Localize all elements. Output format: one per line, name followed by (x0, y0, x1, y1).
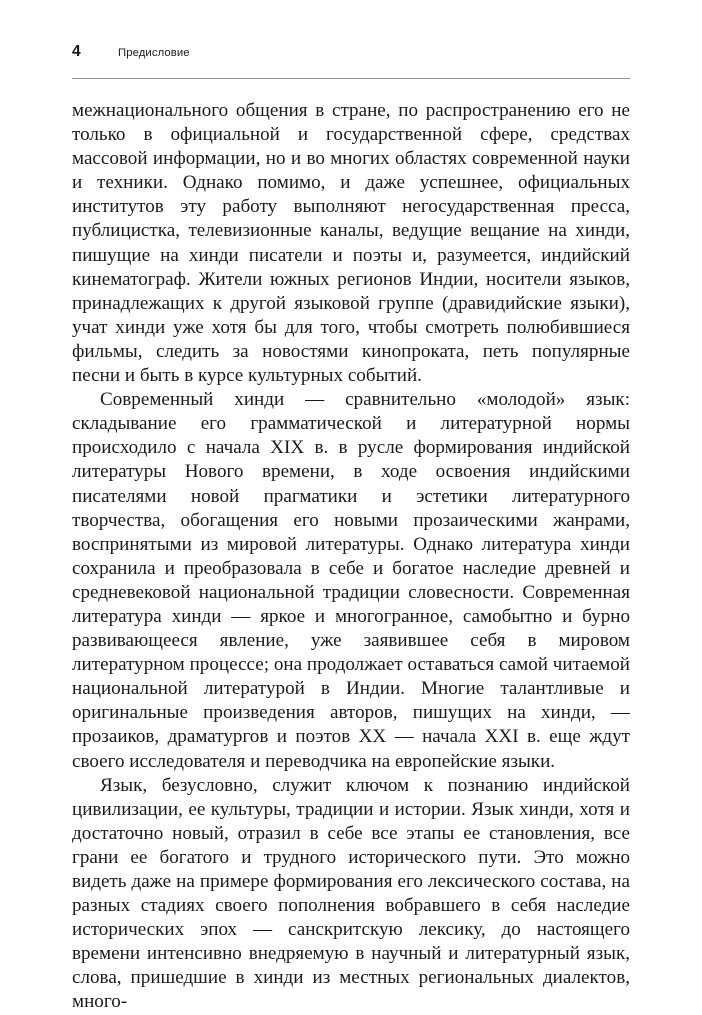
paragraph: Язык, безусловно, служит ключом к познанию индийской цивилизации, ее культуры, традиции и истории. Язык хинди, хотя и достаточно новый, отразил в себе все этапы ее становления, все грани ее богатого и трудного исторического пути. Это можно видеть даже на примере формирования его лексического состава, на разных стадиях своего пополнения вобравшего в себя наследие исторических эпох — санскритскую лексику, до настоящего времени интенсивно внедряемую в научный и литературный язык, слова, пришедшие в хинди из местных региональных диалектов, много- (72, 774, 630, 1013)
paragraph: межнационального общения в стране, по распространению его не только в официальной и государственной сфере, средствах массовой информации, но и во многих областях современной науки и техники. Однако помимо, и даже успешнее, официальных институтов эту работу выполняют негосударственная пресса, публицистка, телевизионные каналы, ведущие вещание на хинди, пишущие на хинди писатели и поэты и, разумеется, индийский кинематограф. Жители южных регионов Индии, носители языков, принадлежащих к другой языковой группе (дравидийские языки), учат хинди уже хотя бы для того, чтобы смотреть полюбившиеся фильмы, следить за новостями кинопроката, петь популярные песни и быть в курсе культурных событий. (72, 100, 630, 387)
running-head-title: Предисловие (118, 47, 190, 59)
paragraph: Современный хинди — сравнительно «молодой» язык: складывание его грамматической и литературной нормы происходило с начала XIX в. в русле формирования индийской литературы Нового времени, в ходе освоения индийскими писателями новой прагматики и эстетики литературного творчества, обогащения его новыми прозаическими жанрами, воспринятыми из мировой литературы. Однако литература хинди сохранила и преобразовала в себе и богатое наследие древней и средневековой национальной традиции словесности. Современная литература хинди — яркое и многогранное, самобытно и бурно развивающееся явление, уже заявившее себя в мировом литературном процессе; она продолжает оставаться самой читаемой национальной литературой в Индии. Многие талантливые и оригинальные произведения авторов, пишущих на хинди, — прозаиков, драматургов и поэтов XX — начала XXI в. еще ждут своего исследователя и переводчика на европейские языки. (72, 389, 630, 772)
page-number: 4 (72, 43, 81, 60)
header-divider (72, 78, 630, 79)
running-head (72, 44, 630, 60)
body-text-column (72, 99, 630, 1015)
